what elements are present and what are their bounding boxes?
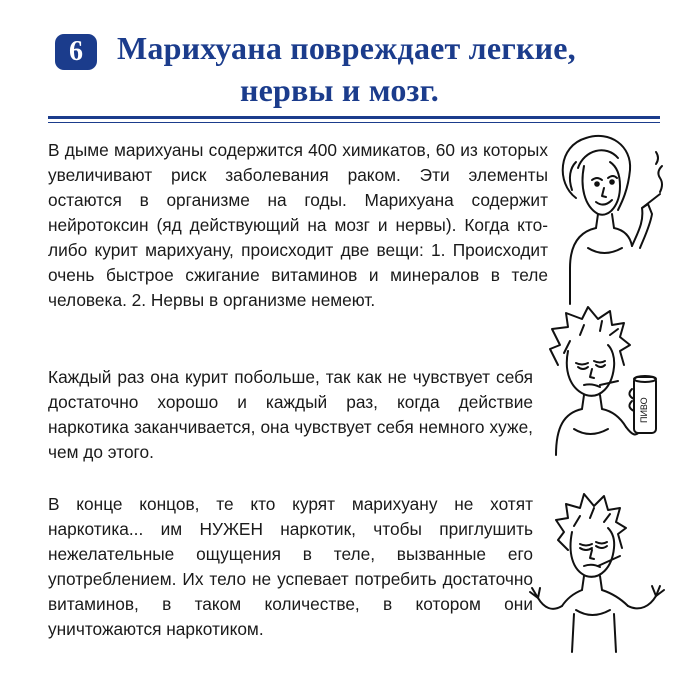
page-title-line-2: нервы и мозг.: [240, 72, 439, 108]
illustration-woman-with-beer: [540, 305, 670, 475]
paragraph-addiction: В конце концов, те кто курят марихуану не хотят наркотика... им НУЖЕН наркотик, чтобы приглушить нежелательные ощущения в теле, вызванные его употреблением. Их тело не успевает потребить достаточно витаминов, в таком количестве, в котором они уничтожаются наркотиком.: [48, 494, 533, 639]
illustration-woman-shrugging: [528, 484, 668, 654]
title-divider-thin: [48, 122, 660, 123]
paragraph-chemicals: В дыме марихуаны содержится 400 химикатов, 60 из которых увеличивают риск заболевания раком. Эти элементы остаются в организме на годы. Марихуана содержит нейротоксин (яд действующий на мозг и нервы). Когда кто-либо курит марихуану, происходит две вещи: 1. Происходит очень быстрое сжигание витаминов и минералов в теле человека. 2. Нервы в организме немеют.: [48, 140, 548, 310]
title-divider: [48, 116, 660, 119]
section-number-badge: 6: [55, 34, 97, 70]
beer-can-label: ПИВО: [639, 397, 649, 423]
paragraph-smokes-more: Каждый раз она курит побольше, так как не чувствует себя достаточно хорошо и каждый раз, когда действие наркотика заканчивается, она чувствует себя немного хуже, чем до этого.: [48, 367, 533, 462]
illustration-woman-smoking: [548, 128, 668, 306]
page-title-line-1: Марихуана повреждает легкие,: [117, 30, 576, 66]
